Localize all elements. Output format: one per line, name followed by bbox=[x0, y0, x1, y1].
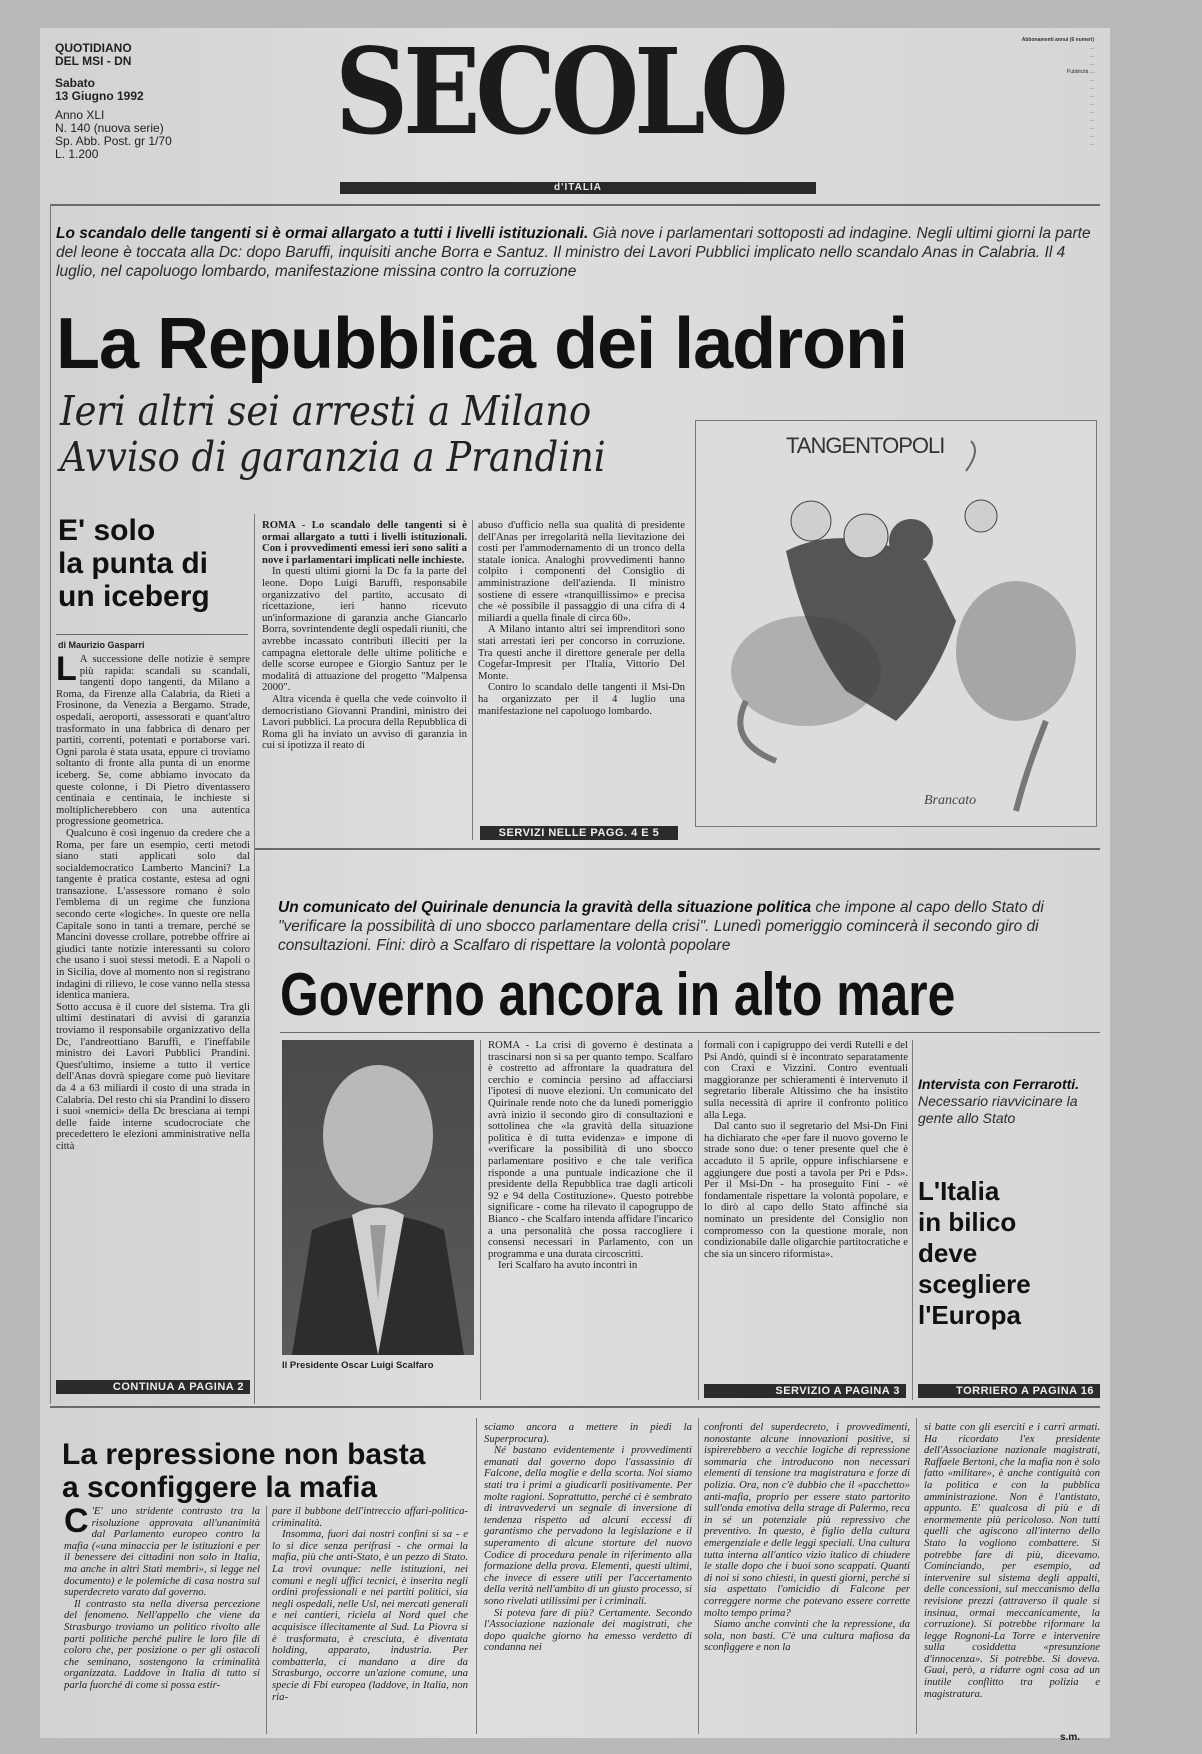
weekday: Sabato bbox=[55, 76, 96, 90]
mafia-body-col4: confronti del superdecreto, i provvedimenti, nonostante alcune innovazioni positive, si ispirerebbero a vecchie logiche di repressione sommaria che introducono non necessari elementi di tensione tra magistratura e forze di polizia. Ora, non c'è dubbio che il «pacchetto» anti-mafia, proprio per essere stato partorito sull'onda emotiva della strage di Palermo, reca in sé un potenziale più repressivo che preventivo. In questo, è figlio della cultura emergenziale e delle leggi speciali. Una cultura tutta interna all'antico vizio italico di chiudere le stalle dopo che i buoi sono scappati. Quanti di noi si sono chiesti, in questi giorni, perché si sia aspettato l'omicidio di Falcone per correggere norme che potevano essere corrette molto tempo prima? Siamo anche convinti che la repressione, da sola, non basti. C'è una cultura mafiosa da sconfiggere e non la bbox=[704, 1422, 910, 1654]
government-headline: Governo ancora in alto mare bbox=[280, 961, 956, 1028]
column-rule bbox=[266, 1506, 267, 1734]
year: Anno XLI bbox=[55, 108, 105, 122]
mafia-body-col2: pare il bubbone dell'intreccio affari-politica-criminalità. Insomma, fuori dai nostri confini si sa - e lo si dice senza perifrasi - che ormai la mafia, più che anti-Stato, è un pezzo di Stato. La trovi ovunque: nelle istituzioni, nei comuni e negli uffici tecnici, è inserita negli ordini professionali e nei partiti politici, sia negli ospedali, nelle Usl, nei mercati generali e nei cantieri, riciela al Nord quel che acquisisce illecitamente al Sud. La Piovra si è trasformata, è cresciuta, è diventata holding, apparato, industria. Per combatterla, ci mandano a dire da Strasburgo, occorre un'azione comune, una specie di Fbi europea (laddove, in Italia, non ria- bbox=[272, 1506, 468, 1703]
masthead-info-right: Abbonamenti annui (6 numeri) ... ... ... Pubblicità ... ... ... ... ... ... ... ... ... ... bbox=[1021, 37, 1094, 147]
mafia-body-col3: sciamo ancora a mettere in piedi la Superprocura). Né bastano evidentemente i provvedimenti emanati dal governo dopo l'assassinio di Falcone, della moglie e della scorta. Noi siamo stati tra i primi a giudicarli positivamente. Per molte ragioni. Soprattutto, perché ci è sembrato di intravvedervi un segnale di inversione di tendenza rispetto ad alcuni eccessi di garantismo che pervadono la legislazione e il superamento di alcune storture del nuovo Codice di procedura penale in riferimento alla formazione della prova. Elementi, questi ultimi, che invece di essere utili per l'accertamento della verità nell'ambito di un giusto processo, si sono rivelati utilissimi per i criminali. Si poteva fare di più? Certamente. Secondo l'Associazione nazionale dei magistrati, che dopo qualche giorno ha emesso verdetto di condanna nei bbox=[484, 1422, 692, 1654]
cartoon-title: TANGENTOPOLI bbox=[786, 433, 945, 458]
column-rule bbox=[916, 1418, 917, 1734]
masthead-divider bbox=[50, 204, 1100, 206]
issue-number: N. 140 (nuova serie) bbox=[55, 121, 164, 135]
column-rule bbox=[472, 520, 473, 840]
rats-drawing-icon bbox=[696, 421, 1096, 826]
editorial-headline: E' solo la punta di un iceberg bbox=[58, 514, 210, 613]
cartoon-illustration bbox=[695, 420, 1097, 827]
postal-info: Sp. Abb. Post. gr 1/70 bbox=[55, 134, 172, 148]
lead-subhead: Ieri altri sei arresti a Milano Avviso di garanzia a Prandini bbox=[60, 387, 606, 481]
headline-underline bbox=[280, 1032, 1100, 1033]
column-rule bbox=[698, 1040, 699, 1400]
dropcap: L bbox=[56, 654, 77, 688]
price: L. 1.200 bbox=[55, 147, 99, 161]
logo-subtitle-bar: d'ITALIA bbox=[340, 182, 816, 194]
mafia-body-col5: si batte con gli eserciti e i carri armati. Ha ricordato l'ex presidente dell'Associazione nazionale magistrati, Raffaele Bertoni, che la mafia non è solo fatto «militare», è anche contiguità con la politica e con la pubblica amministrazione. Non è l'antistato, appunto. E' qualcosa di più e di enormemente più pericoloso. Non tutti quelli che agiscono all'interno dello Stato la vogliono combattere. Si potrebbe fare di più, dicevamo. Cominciando, per esempio, ad intervenire sul sistema degli appalti, delle concessioni, sul meccanismo della revisione prezzi (attraverso il quale si insinua, ormai meccanicamente, la corruzione). Si potrebbe riformare la legge Rognoni-La Torre e intervenire sulla cosiddetta «presunzione d'innocenza». Si potrebbe. Si doveva. Guai, però, a ridurre ogni cosa ad un inutile conflitto tra polizia e magistratura. bbox=[924, 1422, 1100, 1700]
servizi-link[interactable]: SERVIZI NELLE PAGG. 4 E 5 bbox=[480, 826, 678, 840]
left-border bbox=[50, 204, 51, 1404]
column-rule bbox=[698, 1418, 699, 1734]
newspaper-front-page bbox=[40, 22, 1110, 1743]
editorial-body: L A successione delle notizie è sempre più rapida: scandali su scandali, tangenti dopo tangenti, da Milano a Roma, da Firenze alla Calabria, da Rieti a Frosinone, da Venezia a Bergamo. Strade, ospedali, aeroporti, assessorati e quant'altro trasformato in una fabbrica di denaro per partiti, correnti, potentati e portaborse vari. Ogni parola è stata usata, eppure ci troviamo soltanto di fronte alla punta di un enorme iceberg. Se, come abbiamo invocato da queste colonne, i Di Pietro diventassero centinaia e centinaia, le inchieste si moltiplicherebbero con una autentica progressione geometrica. Qualcuno è così ingenuo da credere che a Roma, per fare un esempio, certi metodi siano stati applicati solo dal socialdemocratico Lamberto Mancini? La tangente è pratica costante, estesa ad ogni transazione. L'assessore romano è solo l'emblema di un regime che funziona secondo certe «logiche». In queste ore nella Capitale sono in tanti a tremare, perché se Mancini dovesse crollare, potrebbe offrire ai giudici tante notizie interessanti su coloro che usano i suoi stessi metodi. E a Napoli o in Sicilia, dove al momento non si registrano indagini di rilievo, le cose vanno nella stessa identica maniera. Sotto accusa è il cuore del sistema. Tra gli ultimi destinatari di avvisi di garanzia troviamo il responsabile organizzativo della Dc, l'andreottiano Baruffi, e l'ineffabile ministro dei Lavori Pubblici Prandini. Quest'ultimo, insieme a tutto il vertice dell'Anas dovrà spiegare come può lievitare da 4 a 63 miliardi il costo di una strada in Calabria. Del resto chi sia Prandini lo dissero i suoi «nemici» della Dc bresciana ai tempi delle faide interne scudocrociate che precedettero le elezioni amministrative nella città bbox=[56, 654, 250, 1152]
government-kicker: Un comunicato del Quirinale denuncia la gravità della situazione politica che impone al capo dello Stato di "verificare la possibilità di uno sbocco parlamentare della crisi". Lunedì pomeriggio comincerà il secondo giro di consultazioni. Fini: dirò a Scalfaro di rispettare la volontà popolare bbox=[278, 899, 1044, 954]
lead-body-col1: ROMA - Lo scandalo delle tangenti si è ormai allargato a tutti i livelli istituzionali. Con i provvedimenti emessi ieri sono saliti a nove i parlamentari implicati nelle inchieste. In questi ultimi giorni la Dc fa la parte del leone. Dopo Luigi Baruffi, responsabile organizzativo del partito, accusato di ricettazione, ieri hanno ricevuto un'informazione di garanzia anche Giancarlo Borra, sovrintendente degli ospedali riuniti, che avrebbe incassato contributi illeciti per la campagna elettorale delle ultime politiche e delle scorse europee e Giorgio Santuz per le modalità di attuazione del progetto "Malpensa 2000". Altra vicenda è quella che vede coinvolto il democristiano Giovanni Prandini, ministro dei Lavori pubblici. La procura della Repubblica di Roma gli ha inviato un avviso di garanzia in cui si ipotizza il reato di bbox=[262, 520, 467, 752]
servizio-link[interactable]: SERVIZIO A PAGINA 3 bbox=[704, 1384, 906, 1398]
government-body-col1: ROMA - La crisi di governo è destinata a trascinarsi non si sa per quanto tempo. Scalfaro è costretto ad affrontare la quadratura del cerchio e comincia persino ad affacciarsi l'ipotesi di nuove elezioni. Un comunicato del Quirinale rende noto che da lunedì pomeriggio avrà inizio il secondo giro di consultazioni e sottolinea che «la gravità della situazione politica è di tutta evidenza» e impone di «verificare la possibilità di uno sbocco parlamentare positivo e che tale verifica risponde a una puntuale indicazione che il presidente della Repubblica trae dagli articoli 92 e 94 della Costituzione». Questo potrebbe significare - come ha rilevato il capogruppo de Bianco - che Scalfaro intenda affidare l'incarico a una personalità che possa raccogliere i consensi necessari in Parlamento, con un programma e una durata circoscritti. Ieri Scalfaro ha avuto incontri in bbox=[488, 1040, 693, 1272]
section-divider bbox=[255, 848, 1100, 850]
scalfaro-photo bbox=[282, 1040, 474, 1355]
torriero-link[interactable]: TORRIERO A PAGINA 16 bbox=[918, 1384, 1100, 1398]
publisher-line: DEL MSI - DN bbox=[55, 54, 132, 68]
column-rule bbox=[480, 1040, 481, 1400]
government-body-col2: formali con i capigruppo dei verdi Rutelli e del Psi Andò, quindi si è incontrato separatamente con Craxi e Vizzini. Contro eventuali maggioranze per schieramenti è intervenuto il segretario liberale Altissimo che ha insistito sulla necessità di aprire il confronto politico alla Lega. Dal canto suo il segretario del Msi-Dn Fini ha dichiarato che «per fare il nuovo governo le strade sono due: o tener presente quel che è accaduto il 5 aprile, oppure infischiarsene e aggiungere due posti a tavola per Pri e Pds». Per il Msi-Dn - ha proseguito Fini - «è fondamentale rispettare la volontà popolare, e lo dirò al capo dello Stato affinché sia nominato un presidente del Consiglio non compromesso con la questione morale, non condizionabile dalle oligarchie partitocratiche e che sia un sincero riformista». bbox=[704, 1040, 908, 1260]
lead-kicker: Lo scandalo delle tangenti si è ormai allargato a tutti i livelli istituzionali. Già nove i parlamentari sottoposti ad indagine. Negli ultimi giorni la parte del leone è toccata alla Dc: dopo Baruffi, inquisiti anche Borra e Santuz. Il ministro dei Lavori Pubblici implicato nello scandalo Anas in Calabria. Il 4 luglio, nel capoluogo lombardo, manifestazione missina contro la corruzione bbox=[56, 225, 1091, 280]
cartoon-signature: Brancato bbox=[924, 793, 977, 808]
lead-headline: La Repubblica dei ladroni bbox=[56, 304, 908, 384]
publisher-line: QUOTIDIANO bbox=[55, 41, 132, 55]
mafia-body-col1: C 'E' uno stridente contrasto tra la risoluzione approvata all'unanimità dal Parlamento europeo contro la mafia («una minaccia per le istituzioni e per il benessere dei cittadini non solo in Italia, ma anche in altri Stati membri», si legge nel documento) e le polemiche di casa nostra sul superdecreto varato dal governo. Il contrasto sta nella diversa percezione del fenomeno. Nell'appello che viene da Strasburgo troviamo un politico rivolto alle parti politiche perché pulire le loro file di coloro che, per posizione o per gli ostacoli che seminano, sostengono la criminalità organizzata. Laddove in Italia di tutto si parla fuorché di come si possa estir- bbox=[64, 1506, 260, 1691]
continua-link[interactable]: CONTINUA A PAGINA 2 bbox=[56, 1380, 250, 1394]
column-rule bbox=[476, 1418, 477, 1734]
issue-date: 13 Giugno 1992 bbox=[55, 89, 144, 103]
lead-body-col2: abuso d'ufficio nella sua qualità di presidente dell'Anas per irregolarità nella lievitazione dei costi per l'ammodernamento di un tronco della statale ionica. Analoghi provvedimenti hanno colpito i componenti del Consiglio di amministrazione dell'azienda. Il ministro sostiene di essere «tranquillissimo» e precisa che «è possibile il passaggio di una cifra di 4 miliardi a quella finale di circa 60». A Milano intanto altri sei imprenditori sono stati arrestati ieri per concorso in corruzione. Tra questi anche il direttore generale per della Cogefar-Impresit per l'Italia, Vittorio Del Monte. Contro lo scandalo delle tangenti il Msi-Dn ha organizzato per il 4 luglio una manifestazione nel capoluogo lombardo. bbox=[478, 520, 685, 717]
column-rule bbox=[912, 1040, 913, 1400]
newspaper-logo: SECOLO bbox=[335, 22, 784, 161]
photo-caption: Il Presidente Oscar Luigi Scalfaro bbox=[282, 1360, 434, 1371]
portrait-icon bbox=[282, 1040, 474, 1355]
author-signature: s.m. bbox=[1059, 1732, 1080, 1743]
editorial-byline: di Maurizio Gasparri bbox=[58, 640, 145, 650]
column-rule bbox=[254, 514, 255, 1404]
dropcap: C bbox=[64, 1506, 89, 1540]
editorial-divider bbox=[56, 634, 248, 635]
interview-headline: L'Italia in bilico deve scegliere l'Europa bbox=[918, 1176, 1031, 1330]
interview-kicker: Intervista con Ferrarotti. Necessario riavvicinare la gente allo Stato bbox=[918, 1076, 1080, 1126]
masthead-info-left bbox=[55, 42, 172, 161]
mafia-headline: La repressione non basta a sconfiggere la mafia bbox=[62, 1438, 426, 1504]
section-divider bbox=[50, 1406, 1100, 1408]
